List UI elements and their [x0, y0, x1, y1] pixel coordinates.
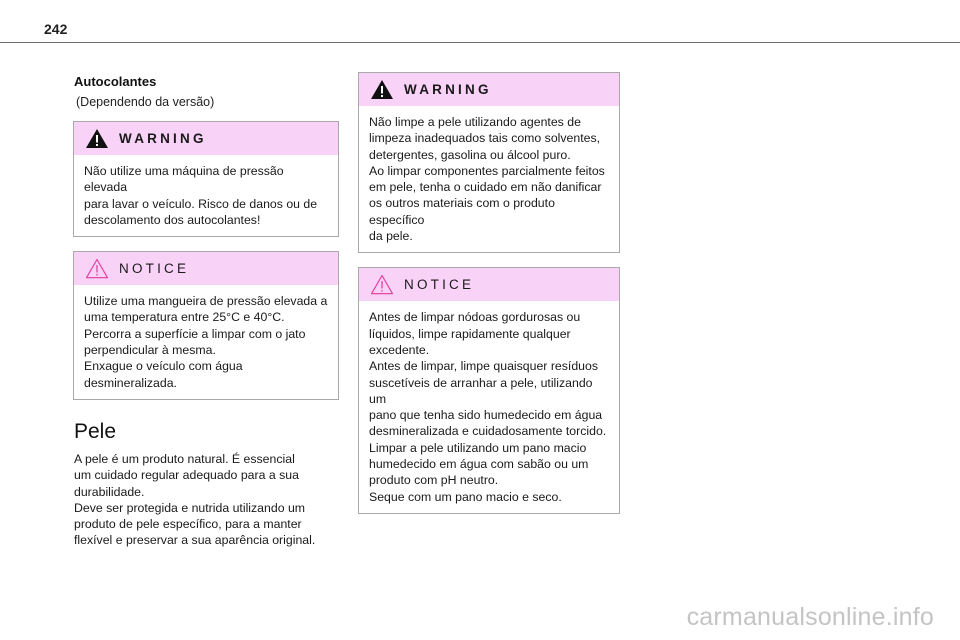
text-line: Enxague o veículo com água: [84, 359, 243, 374]
text-line: uma temperatura entre 25°C e 40°C.: [84, 310, 285, 325]
text-line: os outros materiais com o produto específico: [369, 196, 555, 227]
leather-section-title: Pele: [74, 419, 117, 443]
warning-body: [359, 106, 619, 252]
text-line: para lavar o veículo. Risco de danos ou de: [84, 196, 318, 211]
text-line: Utilize uma mangueira de pressão elevada a: [84, 294, 328, 309]
watermark-text: carmanualsonline.info: [686, 603, 934, 631]
warning-body: [74, 155, 338, 236]
text-line: Não limpe a pele utilizando agentes de: [369, 115, 581, 129]
text-line: da pele.: [369, 229, 413, 244]
text-line: Ao limpar componentes parcialmente feitos: [369, 163, 605, 178]
warning-triangle-icon: [370, 79, 394, 100]
text-line: desmineralizada.: [84, 375, 177, 390]
leather-section-body: [74, 451, 339, 549]
text-line: limpeza inadequados tais como solventes,: [369, 131, 601, 146]
text-line: em pele, tenha o cuidado em não danificar: [369, 180, 602, 195]
text-line: durabilidade.: [74, 484, 145, 499]
version-note: (Dependendo da versão): [76, 95, 215, 109]
notice-triangle-icon: [370, 274, 394, 295]
notice-header: [74, 252, 338, 285]
text-line: líquidos, limpe rapidamente qualquer: [369, 326, 571, 341]
middle-column: [358, 72, 620, 528]
warning-box-stickers: [73, 121, 339, 237]
text-line: perpendicular à mesma.: [84, 343, 216, 358]
text-line: desmineralizada e cuidadosamente torcido.: [369, 424, 607, 439]
notice-body: [359, 301, 619, 513]
text-line: A pele é um produto natural. É essencial: [74, 451, 295, 466]
text-line: descolamento dos autocolantes!: [84, 212, 261, 227]
notice-title: NOTICE: [404, 277, 475, 293]
text-line: produto com pH neutro.: [369, 473, 499, 488]
notice-body: [74, 285, 338, 399]
text-line: produto de pele específico, para a manter: [74, 517, 302, 532]
notice-box-leather: [358, 267, 620, 514]
text-line: excedente.: [369, 342, 430, 357]
notice-triangle-icon: [85, 258, 109, 279]
notice-title: NOTICE: [119, 261, 190, 277]
text-line: um cuidado regular adequado para a sua: [74, 468, 299, 483]
text-line: Antes de limpar, limpe quaisquer resíduos: [369, 359, 598, 374]
warning-triangle-icon: [85, 128, 109, 149]
header-divider: [0, 42, 960, 43]
text-line: Percorra a superfície a limpar com o jato: [84, 326, 306, 341]
warning-title: WARNING: [119, 131, 207, 146]
text-line: Deve ser protegida e nutrida utilizando um: [74, 500, 306, 515]
warning-title: WARNING: [404, 82, 492, 97]
text-line: Não utilize uma máquina de pressão elevada: [84, 164, 284, 195]
text-line: flexível e preservar a sua aparência original.: [74, 533, 316, 548]
text-line: Antes de limpar nódoas gordurosas ou: [369, 310, 581, 325]
notice-header: [359, 268, 619, 301]
warning-header: [74, 122, 338, 155]
text-line: Seque com um pano macio e seco.: [369, 489, 562, 504]
text-line: Limpar a pele utilizando um pano macio: [369, 440, 587, 455]
stickers-heading: Autocolantes: [74, 74, 157, 89]
warning-header: [359, 73, 619, 106]
text-line: pano que tenha sido humedecido em água: [369, 408, 603, 423]
notice-box-stickers: [73, 251, 339, 400]
page-number: 242: [44, 21, 68, 37]
text-line: detergentes, gasolina ou álcool puro.: [369, 147, 571, 162]
left-column: [73, 74, 339, 549]
text-line: humedecido em água com sabão ou um: [369, 457, 589, 472]
warning-box-leather: [358, 72, 620, 253]
text-line: suscetíveis de arranhar a pele, utilizando um: [369, 375, 593, 406]
